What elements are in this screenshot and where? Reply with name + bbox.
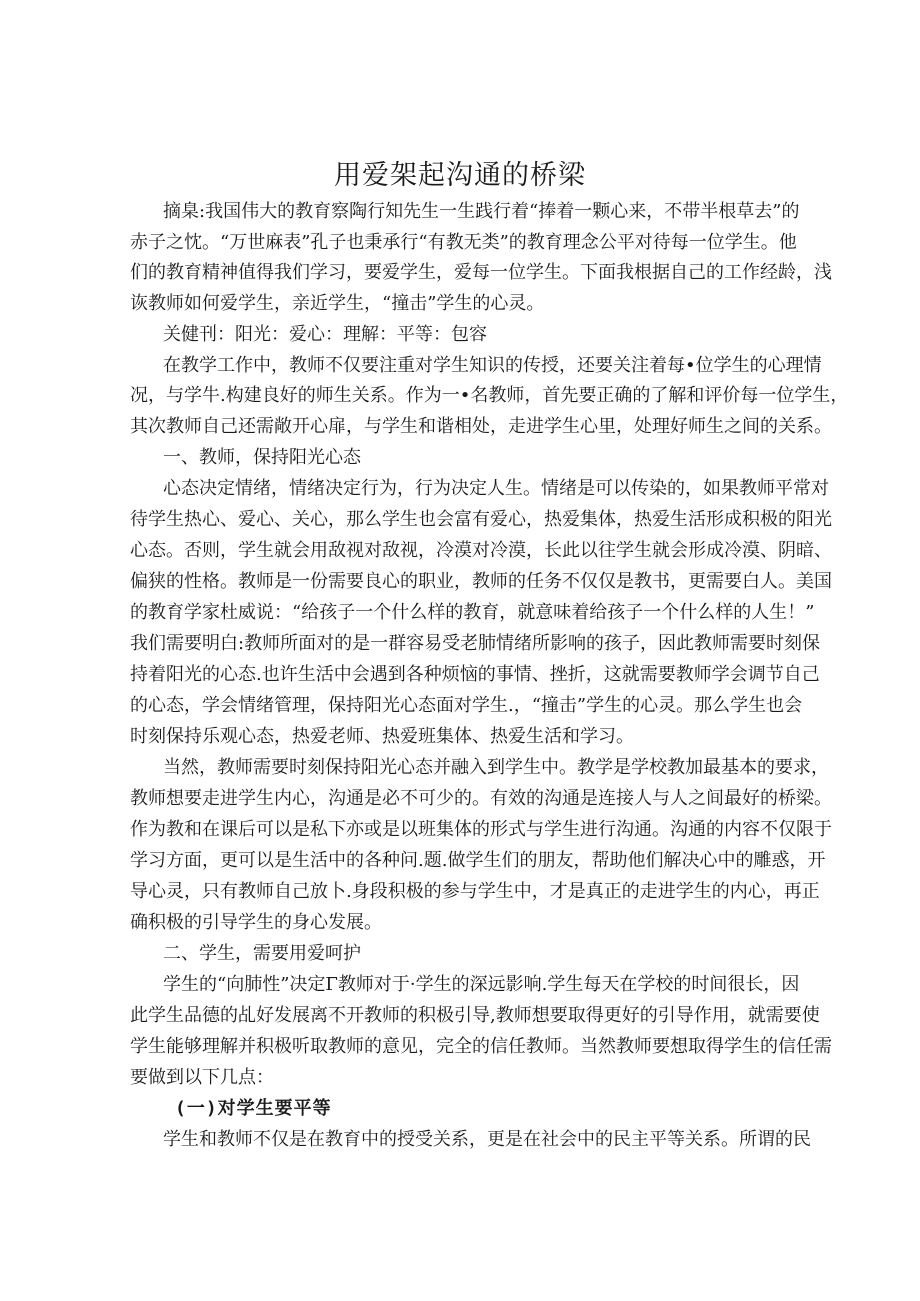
paragraph-line: 当然，教师需要时刻保持阳光心态并融入到学生中。教学是学校教加最基本的要求， xyxy=(163,757,829,778)
paragraph-line: 教师想要走进学生内心，沟通是必不可少的。有效的沟通是连接人与人之间最好的桥梁。 xyxy=(130,788,832,809)
paragraph-line: 心态决定情绪，情绪决定行为，行为决定人生。情绪是可以传染的，如果教师平常对 xyxy=(163,478,829,499)
abstract-line-4: 诙教师如何爱学生，亲近学生，“撞击”学生的心灵。 xyxy=(130,293,545,314)
paragraph-line: 作为教和在课后可以是私下亦或是以班集体的形式与学生进行沟通。沟通的内容不仅限于 xyxy=(130,819,832,840)
paragraph-line: 我们需要明白:教师所面对的是一群容易受老肺情绪所影响的孩子，因此教师需要时刻保 xyxy=(130,633,821,654)
paragraph-line: 的教育学家杜威说：“给孩子一个什么样的教育，就意味着给孩子一个什么样的人生！” xyxy=(130,602,815,623)
paragraph-line: 心态。否则，学生就会用敌视对敌视，冷漠对冷漠，长此以往学生就会形成冷漠、阴暗、 xyxy=(130,540,832,561)
paragraph-line: 学生能够理解并积极听取教师的意见，完全的信任教师。当然教师要想取得学生的信任需 xyxy=(130,1036,832,1057)
abstract-line-1: 摘臬:我国伟大的教育察陶行知先生一生践行着“捧着一颗心来，不带半根草去”的 xyxy=(163,201,800,222)
paragraph-line: 时刻保持乐观心态，热爱老师、热爱班集体、热爱生活和学习。 xyxy=(130,726,634,747)
keywords-line: 关健刊：阳光：爱心：理解：平等：包容 xyxy=(163,324,487,345)
paragraph-line: 确积极的引导学生的身心发展。 xyxy=(130,912,382,933)
paragraph-line: 要做到以下几点： xyxy=(130,1067,274,1088)
paragraph-line: 学习方面，更可以是生活中的各种问.题.做学生们的朋友，帮助他们解决心中的雕惑，开 xyxy=(130,850,826,871)
section-heading-1: 一、教师，保持阳光心态 xyxy=(163,447,361,468)
paragraph-line: 此学生品德的乩好发展离不开教师的积极引导,教师想要取得更好的引导作用，就需要使 xyxy=(130,1005,820,1026)
paragraph-line: 在教学工作中，教师不仅要注重对学生知识的传授，还要关注着每•位学生的心理情 xyxy=(163,355,822,376)
paragraph-line: 偏狭的性格。教师是一份需要良心的职业，教师的任务不仅仅是教书，更需要白人。美国 xyxy=(130,571,832,592)
paragraph-line: 导心灵，只有教师自己放卜.身段积极的参与学生中，才是真正的走进学生的内心，再正 xyxy=(130,881,820,902)
abstract-line-2: 赤子之忱。“万世麻表”孔子也秉承行“有教无类”的教育理念公平对待每一位学生。他 xyxy=(130,232,797,253)
document-title: 用爱架起沟通的桥梁 xyxy=(334,160,586,191)
paragraph-line: 况，与学牛.构建良好的师生关系。作为一•名教师，首先要正确的了解和评价每一位学生， xyxy=(130,385,849,406)
paragraph-line: 其次教师自己还需敞开心扉，与学生和谐相处，走进学生心里，处理好师生之间的关系。 xyxy=(130,416,832,437)
paragraph-line: 学生和教师不仅是在教育中的授受关系，更是在社会中的民主平等关系。所谓的民 xyxy=(163,1129,811,1150)
paragraph-line: 持着阳光的心态.也许生活中会遇到各种烦恼的事情、挫折，这就需要教师学会调节自己 xyxy=(130,664,820,685)
paragraph-line: 的心态，学会情绪管理，保持阳光心态面对学生.，“撞击”学生的心灵。那么学生也会 xyxy=(130,695,803,716)
paragraph-line: 待学生热心、爱心、关心，那么学生也会富有爱心，热爱集体，热爱生活形成积极的阳光 xyxy=(130,509,832,530)
abstract-line-3: 们的教育精神值得我们学习，要爱学生，爱每一位学生。下面我根据自己的工作经龄，浅 xyxy=(130,262,832,283)
section-heading-2: 二、学生，需要用爱呵护 xyxy=(163,943,361,964)
subsection-heading: (一)对学生要平等 xyxy=(175,1098,332,1119)
paragraph-line: 学生的“向肺性”决定Γ教师对于·学生的深远影响.学生每天在学校的时间很长，因 xyxy=(163,974,800,995)
